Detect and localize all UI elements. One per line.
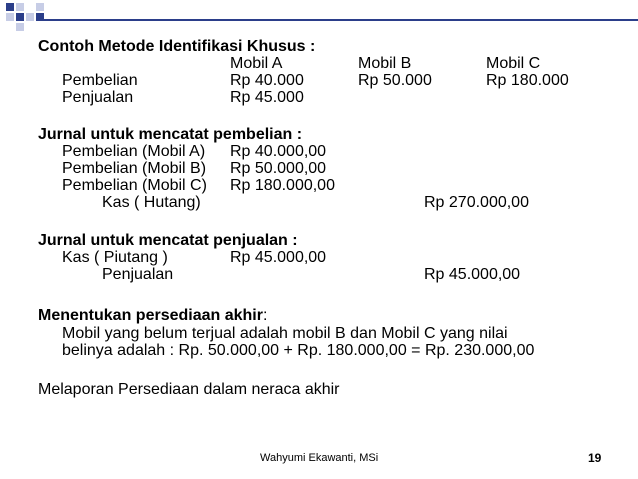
persediaan-line1: Mobil yang belum terjual adalah mobil B dan Mobil C yang nilai — [62, 325, 508, 342]
header-rule — [38, 19, 638, 21]
jurnal-penjualan-title: Jurnal untuk mencatat penjualan : — [38, 232, 298, 249]
penjualan-credit-label: Penjualan — [102, 266, 174, 283]
penjualan-credit-value: Rp 45.000,00 — [424, 266, 521, 283]
jurnal-line-label: Pembelian (Mobil B) — [62, 160, 207, 177]
deco-square-light — [6, 13, 14, 21]
example-title: Contoh Metode Identifikasi Khusus : — [38, 38, 316, 55]
page-number: 19 — [588, 451, 602, 465]
penjualan-debit-label: Kas ( Piutang ) — [62, 249, 168, 266]
footer-author: Wahyumi Ekawanti, MSi — [260, 452, 379, 464]
deco-square-navy — [16, 13, 24, 21]
persediaan-title — [38, 307, 267, 325]
row-pembelian-a: Rp 40.000 — [230, 72, 304, 89]
jurnal-line-debit: Rp 40.000,00 — [230, 143, 327, 160]
row-pembelian-b: Rp 50.000 — [358, 72, 432, 89]
persediaan-title-bold: Menentukan persediaan akhir — [38, 307, 263, 324]
row-pembelian-label: Pembelian — [62, 72, 138, 89]
row-penjualan-label: Penjualan — [62, 89, 134, 106]
laporan-text: Melaporan Persediaan dalam neraca akhir — [38, 381, 340, 398]
persediaan-line2: belinya adalah : Rp. 50.000,00 + Rp. 180.000,00 = Rp. 230.000,00 — [62, 342, 535, 359]
jurnal-line-debit: Rp 180.000,00 — [230, 177, 335, 194]
deco-square-navy — [6, 3, 14, 11]
jurnal-credit-label: Kas ( Hutang) — [102, 194, 201, 211]
col-mobil-b: Mobil B — [358, 55, 412, 72]
col-mobil-c: Mobil C — [486, 55, 541, 72]
jurnal-pembelian-title: Jurnal untuk mencatat pembelian : — [38, 126, 303, 143]
header-decoration — [0, 0, 638, 40]
deco-square-light — [16, 23, 24, 31]
jurnal-line-debit: Rp 50.000,00 — [230, 160, 327, 177]
deco-square-light — [36, 3, 44, 11]
deco-square-light — [16, 3, 24, 11]
row-penjualan-a: Rp 45.000 — [230, 89, 304, 106]
persediaan-title-colon: : — [262, 307, 268, 324]
jurnal-line-label: Pembelian (Mobil C) — [62, 177, 207, 194]
col-mobil-a: Mobil A — [230, 55, 283, 72]
jurnal-credit-value: Rp 270.000,00 — [424, 194, 529, 211]
deco-square-light — [26, 13, 34, 21]
row-pembelian-c: Rp 180.000 — [486, 72, 569, 89]
penjualan-debit-value: Rp 45.000,00 — [230, 249, 327, 266]
jurnal-line-label: Pembelian (Mobil A) — [62, 143, 206, 160]
